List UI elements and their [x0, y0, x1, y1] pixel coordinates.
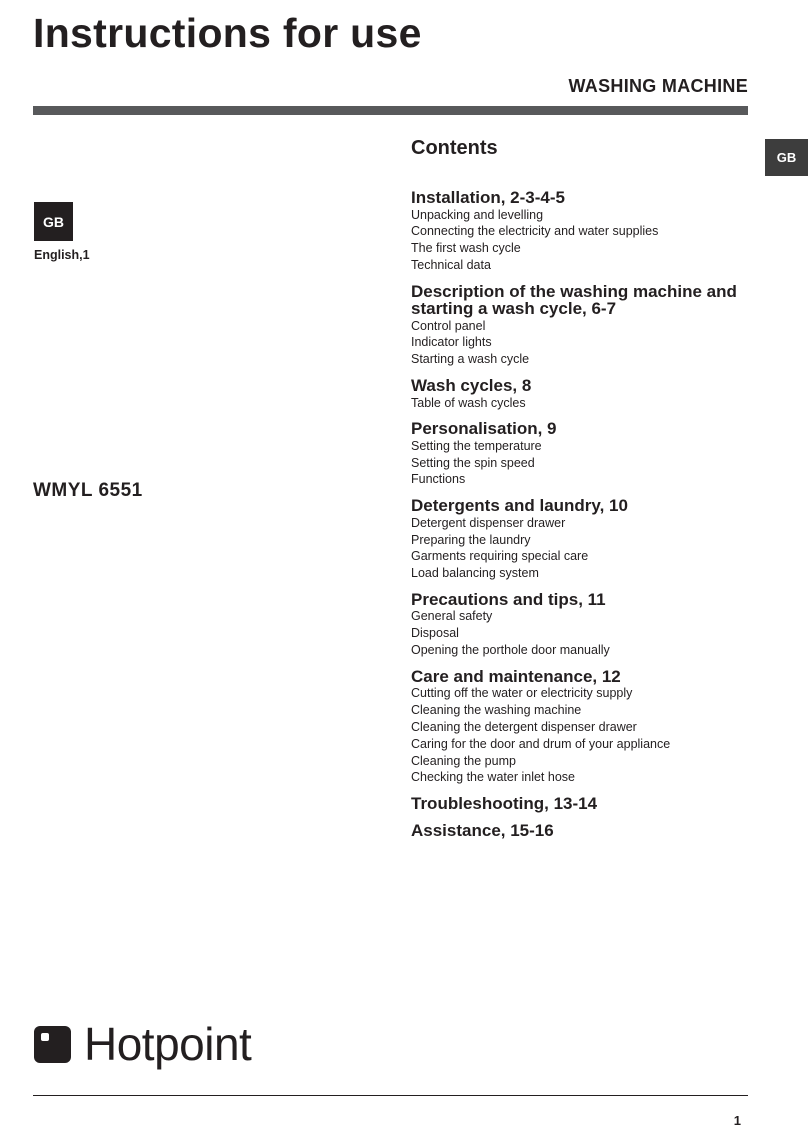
- toc-item: General safety: [411, 609, 493, 624]
- toc-item: Detergent dispenser drawer: [411, 515, 566, 530]
- toc-section-title: Wash cycles, 8: [411, 376, 532, 396]
- brand-name: Hotpoint: [84, 1018, 252, 1070]
- language-badge: GB: [34, 202, 73, 241]
- footer-divider: [33, 1095, 748, 1096]
- toc-item: Setting the spin speed: [411, 455, 535, 470]
- language-page-label: English,1: [34, 248, 90, 262]
- product-type: WASHING MACHINE: [568, 76, 748, 96]
- toc-section-title: Care and maintenance, 12: [411, 666, 621, 686]
- toc-item: Checking the water inlet hose: [411, 770, 575, 785]
- toc-item-list: [411, 608, 751, 658]
- toc-item: Unpacking and levelling: [411, 207, 544, 222]
- toc-item: Opening the porthole door manually: [411, 643, 610, 658]
- toc-item: Technical data: [411, 257, 491, 272]
- toc-item: Functions: [411, 472, 466, 487]
- toc-section: [411, 668, 751, 786]
- language-tab: GB: [765, 139, 808, 176]
- toc-section: [411, 822, 751, 840]
- toc-item: Preparing the laundry: [411, 532, 531, 547]
- toc-item-list: [411, 685, 751, 786]
- contents-heading: Contents: [411, 137, 498, 159]
- table-of-contents: [411, 189, 751, 848]
- toc-section-title: Detergents and laundry, 10: [411, 496, 628, 516]
- page-number: 1: [733, 1113, 741, 1128]
- toc-item: Garments requiring special care: [411, 549, 589, 564]
- toc-item: Cleaning the pump: [411, 753, 516, 768]
- toc-section: [411, 420, 751, 488]
- toc-section: [411, 497, 751, 582]
- toc-section: [411, 189, 751, 274]
- toc-item-list: [411, 395, 751, 412]
- toc-section: [411, 591, 751, 659]
- toc-section-title: Description of the washing machine and starting a wash cycle, 6-7: [411, 281, 737, 319]
- toc-section: [411, 795, 751, 813]
- page-title: Instructions for use: [33, 10, 422, 56]
- toc-section: [411, 283, 751, 368]
- toc-item-list: [411, 318, 751, 368]
- toc-item-list: [411, 515, 751, 582]
- toc-item: Cleaning the washing machine: [411, 703, 582, 718]
- toc-section-title: Personalisation, 9: [411, 419, 557, 439]
- toc-item: Setting the temperature: [411, 438, 542, 453]
- model-number: WMYL 6551: [33, 480, 143, 501]
- brand-logo: [34, 1020, 251, 1068]
- toc-item: Load balancing system: [411, 566, 539, 581]
- toc-item: Table of wash cycles: [411, 395, 526, 410]
- toc-item-list: [411, 207, 751, 274]
- toc-section-title: Troubleshooting, 13-14: [411, 794, 598, 814]
- toc-item: Disposal: [411, 626, 459, 641]
- toc-item-list: [411, 438, 751, 488]
- toc-section-title: Assistance, 15-16: [411, 820, 554, 840]
- toc-item: Indicator lights: [411, 335, 492, 350]
- toc-item: The first wash cycle: [411, 241, 521, 256]
- toc-item: Starting a wash cycle: [411, 352, 530, 367]
- toc-item: Cutting off the water or electricity supply: [411, 686, 633, 701]
- toc-item: Control panel: [411, 318, 486, 333]
- toc-section-title: Precautions and tips, 11: [411, 589, 606, 609]
- toc-section-title: Installation, 2-3-4-5: [411, 188, 565, 207]
- toc-item: Connecting the electricity and water supplies: [411, 224, 659, 239]
- toc-item: Caring for the door and drum of your appliance: [411, 736, 671, 751]
- header-divider: [33, 106, 748, 115]
- hotpoint-square-icon: [34, 1026, 71, 1063]
- toc-section: [411, 377, 751, 411]
- toc-item: Cleaning the detergent dispenser drawer: [411, 719, 637, 734]
